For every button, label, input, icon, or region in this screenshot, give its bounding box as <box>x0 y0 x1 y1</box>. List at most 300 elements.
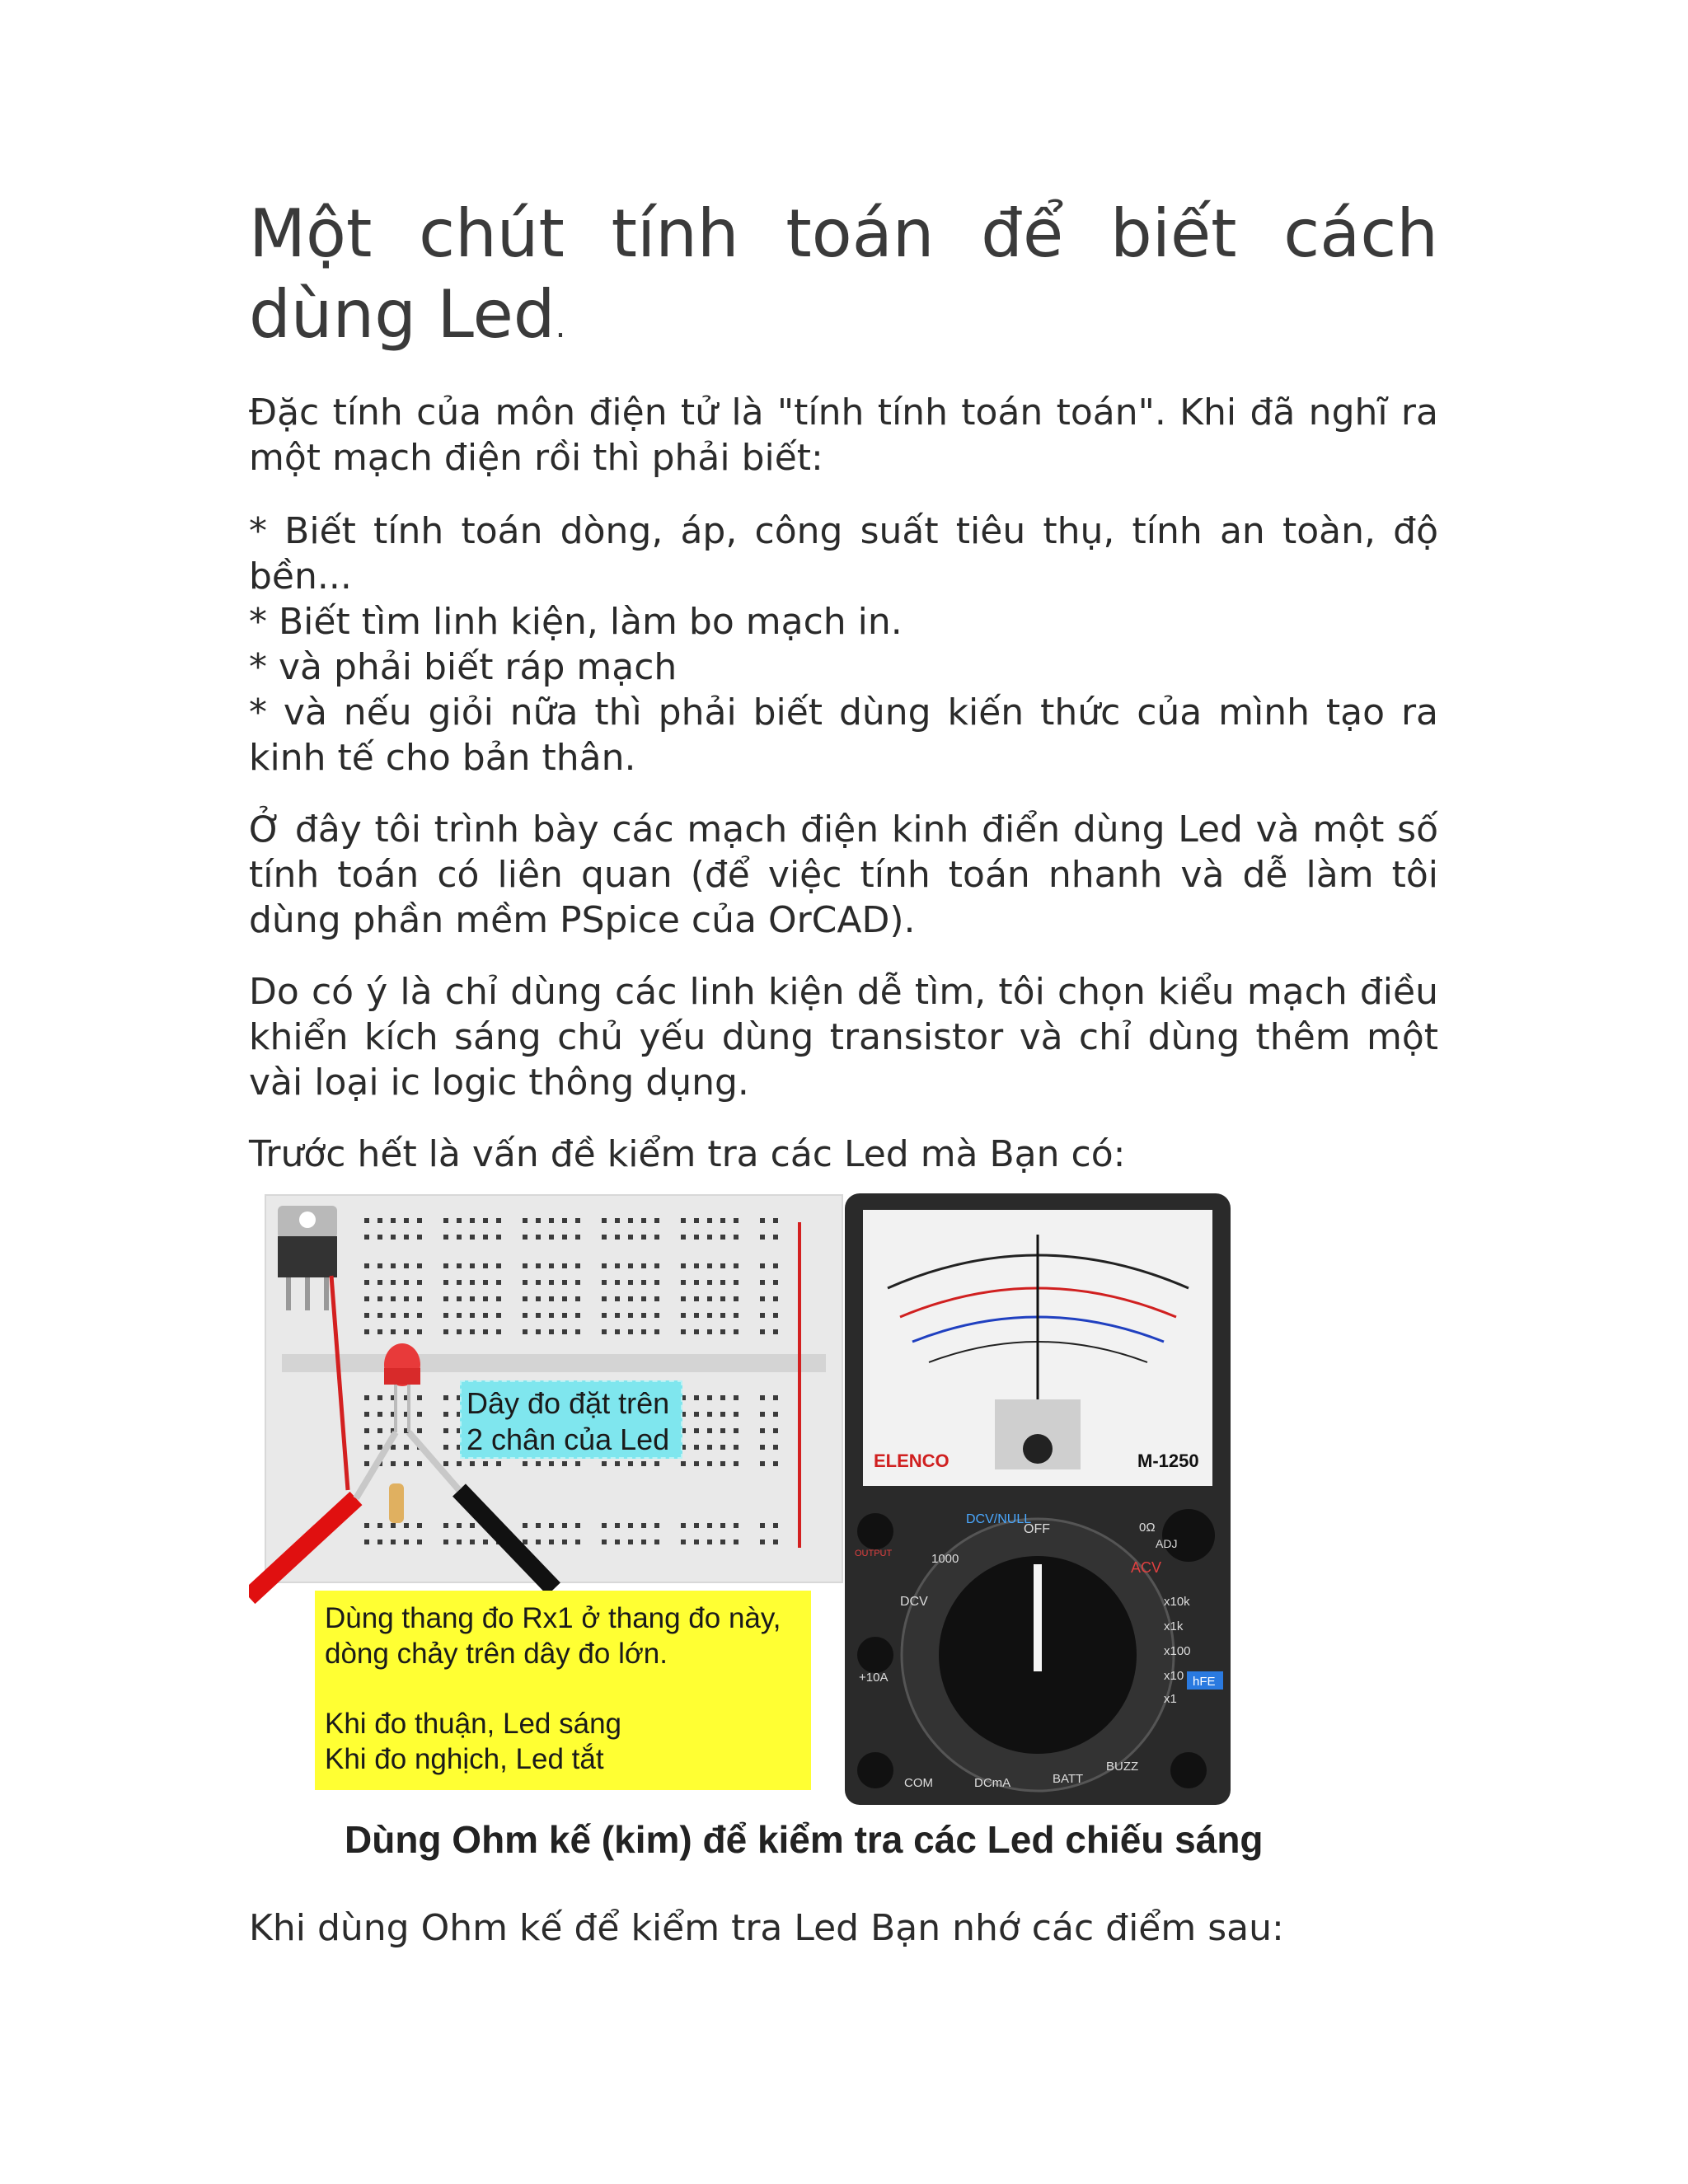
breadboard-hole <box>536 1461 541 1466</box>
breadboard-hole <box>377 1445 382 1450</box>
breadboard-hole <box>404 1523 409 1528</box>
adj-knob[interactable] <box>1162 1509 1215 1562</box>
breadboard-hole <box>575 1523 580 1528</box>
breadboard-hole <box>694 1412 699 1417</box>
breadboard-hole <box>443 1428 448 1433</box>
breadboard-hole <box>523 1540 528 1544</box>
com-jack[interactable] <box>857 1752 893 1788</box>
breadboard-hole <box>602 1280 607 1285</box>
breadboard-hole <box>404 1218 409 1223</box>
breadboard-hole <box>562 1540 567 1544</box>
breadboard-hole <box>457 1263 462 1268</box>
breadboard-hole <box>720 1461 725 1466</box>
breadboard-hole <box>391 1313 396 1318</box>
paragraph-testing: Trước hết là vấn đề kiểm tra các Led mà Bạn có: <box>249 1133 1126 1175</box>
breadboard-hole <box>377 1412 382 1417</box>
breadboard-hole <box>720 1296 725 1301</box>
10a-jack[interactable] <box>857 1637 893 1673</box>
breadboard-hole <box>523 1523 528 1528</box>
breadboard-hole <box>391 1540 396 1544</box>
breadboard-hole <box>641 1235 646 1240</box>
breadboard-hole <box>760 1313 765 1318</box>
breadboard-hole <box>681 1296 686 1301</box>
breadboard-hole <box>641 1540 646 1544</box>
breadboard-hole <box>562 1461 567 1466</box>
breadboard-hole <box>443 1412 448 1417</box>
intro-paragraph: Đặc tính của môn điện tử là "tính tính toán toán". Khi đã nghĩ ra một mạch điện rồi thì phải biết: <box>249 391 1438 479</box>
breadboard-hole <box>773 1218 778 1223</box>
breadboard-hole <box>694 1445 699 1450</box>
breadboard-hole <box>760 1540 765 1544</box>
breadboard-hole <box>773 1329 778 1334</box>
breadboard-hole <box>562 1523 567 1528</box>
breadboard-hole <box>720 1412 725 1417</box>
breadboard-hole <box>417 1218 422 1223</box>
breadboard-hole <box>707 1395 712 1400</box>
breadboard-hole <box>443 1523 448 1528</box>
breadboard-hole <box>391 1280 396 1285</box>
breadboard-hole <box>707 1263 712 1268</box>
breadboard-hole <box>404 1296 409 1301</box>
breadboard-hole <box>641 1523 646 1528</box>
resistor-icon <box>389 1483 404 1523</box>
breadboard-hole <box>391 1329 396 1334</box>
breadboard-hole <box>694 1296 699 1301</box>
breadboard-hole <box>628 1296 633 1301</box>
breadboard-hole <box>417 1296 422 1301</box>
breadboard-hole <box>654 1523 659 1528</box>
breadboard-hole <box>654 1235 659 1240</box>
dial-label: BATT <box>1053 1772 1084 1786</box>
breadboard-hole <box>549 1263 554 1268</box>
breadboard-hole <box>628 1235 633 1240</box>
breadboard-hole <box>602 1263 607 1268</box>
figure-caption: Dùng Ohm kế (kim) để kiểm tra các Led chiếu sáng <box>345 1818 1264 1861</box>
breadboard-hole <box>470 1540 475 1544</box>
dial-label: BUZZ <box>1106 1760 1139 1774</box>
breadboard-hole <box>720 1395 725 1400</box>
breadboard-hole <box>615 1296 620 1301</box>
breadboard-hole <box>773 1461 778 1466</box>
breadboard-hole <box>404 1461 409 1466</box>
breadboard-hole <box>391 1235 396 1240</box>
breadboard-hole <box>377 1280 382 1285</box>
breadboard-hole <box>470 1329 475 1334</box>
breadboard-hole <box>391 1263 396 1268</box>
dial-label: x10k <box>1164 1595 1190 1609</box>
breadboard-hole <box>364 1296 369 1301</box>
breadboard-hole <box>734 1263 738 1268</box>
dial-label: 0Ω <box>1139 1521 1156 1535</box>
breadboard-hole <box>496 1313 501 1318</box>
bullet-list <box>249 509 1438 780</box>
range-note-line: Dùng thang đo Rx1 ở thang đo này, <box>325 1602 781 1634</box>
breadboard-hole <box>694 1523 699 1528</box>
breadboard-hole <box>641 1218 646 1223</box>
breadboard-hole <box>470 1461 475 1466</box>
breadboard-hole <box>575 1235 580 1240</box>
breadboard-hole <box>483 1218 488 1223</box>
breadboard-hole <box>562 1280 567 1285</box>
breadboard-hole <box>681 1523 686 1528</box>
breadboard-hole <box>628 1263 633 1268</box>
breadboard-hole <box>760 1235 765 1240</box>
breadboard-hole <box>457 1218 462 1223</box>
breadboard-hole <box>707 1540 712 1544</box>
breadboard-hole <box>457 1461 462 1466</box>
breadboard-hole <box>707 1296 712 1301</box>
dial-label: 1000 <box>931 1552 959 1566</box>
breadboard-hole <box>720 1313 725 1318</box>
breadboard-hole <box>417 1263 422 1268</box>
breadboard-hole <box>602 1296 607 1301</box>
breadboard-hole <box>602 1218 607 1223</box>
dial-label: COM <box>904 1776 933 1790</box>
dial-label: +10A <box>859 1671 889 1685</box>
breadboard-hole <box>496 1263 501 1268</box>
breadboard-hole <box>391 1218 396 1223</box>
breadboard-hole <box>760 1280 765 1285</box>
breadboard-hole <box>523 1218 528 1223</box>
breadboard-hole <box>404 1235 409 1240</box>
breadboard-hole <box>694 1428 699 1433</box>
breadboard-hole <box>720 1280 725 1285</box>
breadboard-hole <box>773 1280 778 1285</box>
breadboard-hole <box>760 1263 765 1268</box>
breadboard-hole <box>694 1540 699 1544</box>
breadboard-hole <box>641 1461 646 1466</box>
breadboard-hole <box>404 1329 409 1334</box>
breadboard-hole <box>694 1218 699 1223</box>
breadboard-hole <box>734 1428 738 1433</box>
dial-label: ACV <box>1131 1559 1162 1576</box>
breadboard-hole <box>707 1329 712 1334</box>
breadboard-hole <box>536 1263 541 1268</box>
breadboard-hole <box>404 1540 409 1544</box>
breadboard-hole <box>773 1540 778 1544</box>
breadboard-hole <box>443 1263 448 1268</box>
breadboard-hole <box>523 1313 528 1318</box>
breadboard-hole <box>734 1523 738 1528</box>
breadboard-hole <box>562 1235 567 1240</box>
breadboard-hole <box>654 1313 659 1318</box>
breadboard-hole <box>602 1461 607 1466</box>
breadboard-hole <box>536 1296 541 1301</box>
breadboard-hole <box>417 1412 422 1417</box>
breadboard-hole <box>417 1540 422 1544</box>
bullet-item: * Biết tìm linh kiện, làm bo mạch in. <box>249 601 903 643</box>
breadboard-hole <box>773 1428 778 1433</box>
breadboard-hole <box>602 1540 607 1544</box>
breadboard-hole <box>773 1235 778 1240</box>
probe-note-line: 2 chân của Led <box>467 1422 670 1456</box>
breadboard-hole <box>615 1313 620 1318</box>
breadboard-hole <box>641 1313 646 1318</box>
breadboard-hole <box>734 1280 738 1285</box>
breadboard-hole <box>575 1329 580 1334</box>
breadboard-hole <box>720 1263 725 1268</box>
breadboard-hole <box>443 1540 448 1544</box>
paragraph-circuits: Ở đây tôi trình bày các mạch điện kinh điển dùng Led và một số tính toán có liên quan (để việc tính toán nhanh và dễ làm tôi dùng phần mềm PSpice của OrCAD). <box>249 808 1438 941</box>
breadboard-hole <box>720 1428 725 1433</box>
breadboard-hole <box>404 1263 409 1268</box>
breadboard-hole <box>575 1461 580 1466</box>
breadboard-hole <box>483 1329 488 1334</box>
breadboard-hole <box>536 1313 541 1318</box>
breadboard-hole <box>457 1540 462 1544</box>
breadboard-hole <box>536 1280 541 1285</box>
breadboard-hole <box>470 1313 475 1318</box>
breadboard-hole <box>536 1540 541 1544</box>
breadboard-hole <box>549 1461 554 1466</box>
breadboard-hole <box>720 1445 725 1450</box>
breadboard-hole <box>654 1218 659 1223</box>
dial-label: ADJ <box>1156 1537 1178 1550</box>
breadboard-hole <box>575 1263 580 1268</box>
breadboard-hole <box>641 1329 646 1334</box>
breadboard-hole <box>470 1235 475 1240</box>
breadboard-hole <box>734 1235 738 1240</box>
breadboard-hole <box>470 1523 475 1528</box>
breadboard-hole <box>391 1523 396 1528</box>
breadboard-hole <box>364 1313 369 1318</box>
dial-label: x100 <box>1164 1644 1191 1658</box>
breadboard-hole <box>734 1412 738 1417</box>
breadboard-hole <box>694 1280 699 1285</box>
breadboard-hole <box>760 1218 765 1223</box>
breadboard-hole <box>628 1218 633 1223</box>
breadboard-hole <box>707 1313 712 1318</box>
breadboard-hole <box>654 1296 659 1301</box>
breadboard-hole <box>615 1523 620 1528</box>
breadboard-hole <box>364 1445 369 1450</box>
breadboard-hole <box>615 1329 620 1334</box>
breadboard-hole <box>760 1461 765 1466</box>
breadboard-hole <box>417 1523 422 1528</box>
dial-label: OFF <box>1024 1522 1050 1536</box>
breadboard-hole <box>536 1218 541 1223</box>
breadboard-hole <box>773 1263 778 1268</box>
breadboard-hole <box>720 1523 725 1528</box>
bullet-item: * và nếu giỏi nữa thì phải biết dùng kiến thức của mình tạo ra kinh tế cho bản thân. <box>249 691 1438 779</box>
breadboard-hole <box>536 1235 541 1240</box>
breadboard-hole <box>470 1296 475 1301</box>
breadboard-hole <box>377 1540 382 1544</box>
breadboard-hole <box>496 1280 501 1285</box>
breadboard-hole <box>364 1412 369 1417</box>
breadboard-hole <box>628 1461 633 1466</box>
breadboard-hole <box>364 1263 369 1268</box>
breadboard-hole <box>760 1428 765 1433</box>
breadboard-hole <box>681 1540 686 1544</box>
breadboard-hole <box>628 1280 633 1285</box>
breadboard-hole <box>694 1461 699 1466</box>
breadboard-hole <box>641 1296 646 1301</box>
dial-label: x1 <box>1164 1692 1177 1706</box>
closing-paragraph: Khi dùng Ohm kế để kiểm tra Led Bạn nhớ các điểm sau: <box>249 1907 1284 1949</box>
breadboard-hole <box>773 1296 778 1301</box>
breadboard-hole <box>404 1280 409 1285</box>
breadboard-hole <box>483 1540 488 1544</box>
breadboard-hole <box>641 1280 646 1285</box>
breadboard-hole <box>417 1280 422 1285</box>
breadboard-hole <box>364 1329 369 1334</box>
breadboard-hole <box>470 1263 475 1268</box>
breadboard-hole <box>457 1235 462 1240</box>
breadboard-hole <box>443 1280 448 1285</box>
breadboard-hole <box>628 1313 633 1318</box>
breadboard-hole <box>562 1329 567 1334</box>
meter-model: M-1250 <box>1137 1451 1199 1471</box>
breadboard-hole <box>760 1329 765 1334</box>
breadboard-hole <box>615 1540 620 1544</box>
breadboard-hole <box>773 1395 778 1400</box>
breadboard-hole <box>628 1329 633 1334</box>
breadboard-hole <box>377 1329 382 1334</box>
breadboard-hole <box>707 1235 712 1240</box>
breadboard-hole <box>417 1329 422 1334</box>
title-text: Một chút tính toán để biết cách dùng Led <box>249 195 1438 353</box>
breadboard-hole <box>549 1523 554 1528</box>
breadboard-hole <box>694 1235 699 1240</box>
breadboard-hole <box>483 1461 488 1466</box>
breadboard-hole <box>391 1296 396 1301</box>
breadboard-hole <box>404 1445 409 1450</box>
breadboard-hole <box>549 1280 554 1285</box>
breadboard-hole <box>641 1263 646 1268</box>
breadboard-hole <box>417 1313 422 1318</box>
breadboard-hole <box>760 1296 765 1301</box>
breadboard-hole <box>470 1280 475 1285</box>
breadboard-hole <box>615 1218 620 1223</box>
breadboard-hole <box>773 1445 778 1450</box>
breadboard-hole <box>364 1218 369 1223</box>
breadboard-hole <box>496 1235 501 1240</box>
breadboard-hole <box>443 1313 448 1318</box>
breadboard-hole <box>734 1461 738 1466</box>
breadboard-hole <box>470 1218 475 1223</box>
multimeter <box>845 1193 1231 1805</box>
breadboard-hole <box>523 1280 528 1285</box>
breadboard-hole <box>496 1461 501 1466</box>
breadboard-hole <box>549 1296 554 1301</box>
breadboard-hole <box>760 1412 765 1417</box>
breadboard-hole <box>457 1523 462 1528</box>
breadboard-hole <box>443 1296 448 1301</box>
range-note <box>315 1591 811 1790</box>
breadboard-hole <box>602 1313 607 1318</box>
breadboard-hole <box>707 1280 712 1285</box>
breadboard-hole <box>457 1280 462 1285</box>
breadboard-hole <box>496 1329 501 1334</box>
breadboard-hole <box>628 1523 633 1528</box>
breadboard-hole <box>681 1329 686 1334</box>
article <box>249 194 1438 1177</box>
breadboard-hole <box>720 1540 725 1544</box>
breadboard-hole <box>364 1428 369 1433</box>
breadboard-hole <box>707 1461 712 1466</box>
breadboard-hole <box>760 1523 765 1528</box>
breadboard-hole <box>734 1329 738 1334</box>
breadboard-hole <box>523 1329 528 1334</box>
breadboard-hole <box>523 1235 528 1240</box>
breadboard-hole <box>364 1235 369 1240</box>
breadboard-hole <box>457 1313 462 1318</box>
breadboard-hole <box>377 1313 382 1318</box>
breadboard-hole <box>523 1263 528 1268</box>
breadboard-hole <box>681 1313 686 1318</box>
breadboard-hole <box>773 1313 778 1318</box>
breadboard-hole <box>575 1540 580 1544</box>
breadboard-hole <box>523 1296 528 1301</box>
breadboard-hole <box>681 1263 686 1268</box>
breadboard-hole <box>457 1329 462 1334</box>
meter-brand: ELENCO <box>874 1451 950 1471</box>
breadboard-hole <box>562 1263 567 1268</box>
page-title <box>249 194 1438 367</box>
breadboard-hole <box>681 1280 686 1285</box>
breadboard-hole <box>364 1523 369 1528</box>
probe-note <box>460 1380 682 1459</box>
breadboard-hole <box>681 1235 686 1240</box>
breadboard-hole <box>654 1329 659 1334</box>
dial-label: OUTPUT <box>855 1549 893 1558</box>
dial-label: DCV <box>900 1595 928 1609</box>
breadboard-hole <box>549 1235 554 1240</box>
breadboard-hole <box>575 1280 580 1285</box>
plus-jack[interactable] <box>1170 1752 1207 1788</box>
breadboard-hole <box>734 1540 738 1544</box>
breadboard-hole <box>681 1461 686 1466</box>
breadboard-hole <box>694 1395 699 1400</box>
breadboard-hole <box>760 1445 765 1450</box>
breadboard-hole <box>707 1428 712 1433</box>
breadboard-hole <box>496 1218 501 1223</box>
breadboard-hole <box>364 1461 369 1466</box>
bullet-item: * Biết tính toán dòng, áp, công suất tiêu thụ, tính an toàn, độ bền... <box>249 510 1438 598</box>
dial-label: DCV/NULL <box>966 1512 1032 1526</box>
breadboard-hole <box>483 1263 488 1268</box>
breadboard-hole <box>720 1235 725 1240</box>
breadboard-hole <box>575 1218 580 1223</box>
breadboard-hole <box>575 1313 580 1318</box>
range-note-line: dòng chảy trên dây đo lớn. <box>325 1638 668 1670</box>
range-note-line: Khi đo nghịch, Led tắt <box>325 1743 604 1775</box>
breadboard-hole <box>707 1445 712 1450</box>
breadboard-hole <box>377 1263 382 1268</box>
breadboard-hole <box>377 1235 382 1240</box>
breadboard-hole <box>654 1280 659 1285</box>
breadboard-hole <box>364 1280 369 1285</box>
breadboard-hole <box>734 1313 738 1318</box>
breadboard-hole <box>694 1313 699 1318</box>
breadboard-hole <box>443 1329 448 1334</box>
breadboard-hole <box>707 1218 712 1223</box>
breadboard-hole <box>483 1296 488 1301</box>
breadboard-hole <box>377 1218 382 1223</box>
breadboard-hole <box>615 1280 620 1285</box>
breadboard-hole <box>377 1428 382 1433</box>
breadboard-hole <box>628 1540 633 1544</box>
breadboard-hole <box>417 1235 422 1240</box>
breadboard-hole <box>417 1461 422 1466</box>
breadboard-hole <box>549 1313 554 1318</box>
breadboard-hole <box>536 1523 541 1528</box>
breadboard-hole <box>457 1296 462 1301</box>
breadboard-hole <box>615 1461 620 1466</box>
title-dot: . <box>555 307 566 345</box>
breadboard-hole <box>602 1235 607 1240</box>
